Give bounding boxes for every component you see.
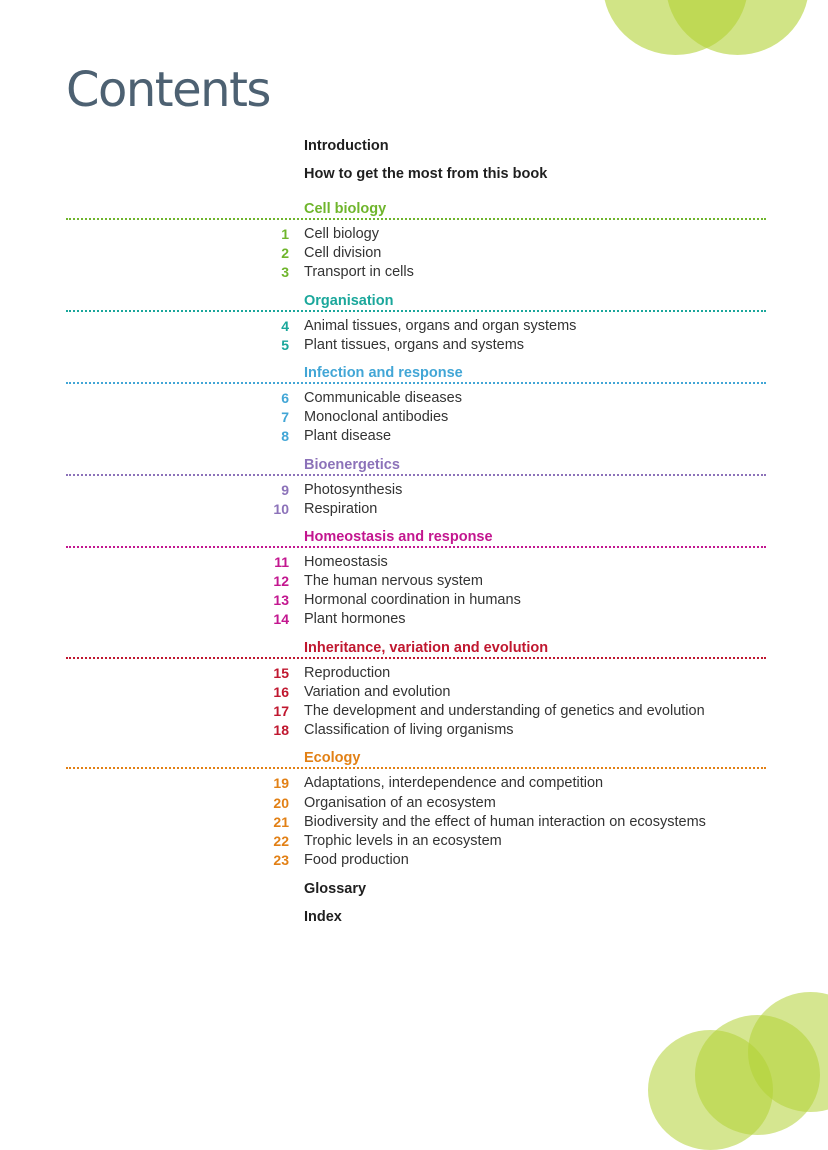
chapter-list — [0, 384, 828, 447]
chapter-title: Homeostasis — [304, 553, 388, 570]
chapter-row[interactable] — [0, 664, 828, 683]
chapter-list — [0, 659, 828, 741]
chapter-row[interactable] — [0, 794, 828, 813]
toc-sections — [0, 194, 828, 870]
chapter-number: 19 — [273, 775, 289, 792]
toc-section — [0, 286, 828, 355]
chapter-number: 3 — [281, 264, 289, 281]
chapter-title: Classification of living organisms — [304, 722, 514, 739]
section-header — [66, 358, 766, 384]
table-of-contents — [0, 136, 828, 934]
chapter-title: The human nervous system — [304, 573, 483, 590]
chapter-row[interactable] — [0, 500, 828, 519]
chapter-title: Plant hormones — [304, 611, 406, 628]
chapter-number: 16 — [273, 683, 289, 700]
chapter-number: 14 — [273, 611, 289, 628]
chapter-title: Transport in cells — [304, 264, 414, 281]
section-dotted-rule — [66, 382, 766, 384]
chapter-title: Photosynthesis — [304, 481, 403, 498]
page-title: Contents — [66, 62, 270, 118]
chapter-title: The development and understanding of genetics and evolution — [304, 703, 705, 719]
toc-section — [0, 522, 828, 630]
section-title[interactable]: Ecology — [304, 750, 361, 767]
chapter-row[interactable] — [0, 591, 828, 610]
section-header — [66, 522, 766, 548]
section-dotted-rule — [66, 546, 766, 548]
chapter-row[interactable] — [0, 832, 828, 851]
chapter-list — [0, 548, 828, 630]
chapter-title: Trophic levels in an ecosystem — [304, 832, 502, 849]
chapter-number: 17 — [273, 703, 289, 719]
section-dotted-rule — [66, 657, 766, 659]
chapter-row[interactable] — [0, 244, 828, 263]
section-header — [66, 633, 766, 659]
chapter-row[interactable] — [0, 774, 828, 793]
chapter-title: Hormonal coordination in humans — [304, 592, 521, 609]
chapter-list — [0, 220, 828, 283]
chapter-number: 18 — [273, 722, 289, 739]
chapter-number: 11 — [274, 553, 289, 570]
chapter-number: 4 — [281, 317, 289, 334]
chapter-row[interactable] — [0, 389, 828, 408]
section-dotted-rule — [66, 310, 766, 312]
chapter-row[interactable] — [0, 553, 828, 572]
section-header — [66, 450, 766, 476]
chapter-number: 21 — [273, 813, 289, 830]
chapter-row[interactable] — [0, 427, 828, 446]
chapter-number: 20 — [273, 794, 289, 811]
toc-section — [0, 194, 828, 283]
chapter-number: 7 — [281, 409, 289, 426]
front-matter-how-to-use[interactable]: How to get the most from this book — [304, 165, 548, 182]
chapter-title: Cell biology — [304, 226, 379, 242]
chapter-list — [0, 312, 828, 355]
chapter-title: Plant tissues, organs and systems — [304, 336, 525, 353]
toc-section — [0, 743, 828, 870]
chapter-row[interactable] — [0, 225, 828, 244]
chapter-row[interactable] — [0, 813, 828, 832]
section-title[interactable]: Cell biology — [304, 201, 387, 217]
section-header — [66, 286, 766, 312]
chapter-number: 2 — [281, 245, 289, 262]
chapter-row[interactable] — [0, 263, 828, 282]
chapter-row[interactable] — [0, 851, 828, 870]
toc-section — [0, 358, 828, 447]
chapter-row[interactable] — [0, 408, 828, 427]
chapter-number: 22 — [273, 832, 289, 849]
chapter-list — [0, 476, 828, 519]
chapter-list — [0, 769, 828, 870]
chapter-number: 1 — [281, 226, 289, 242]
section-title[interactable]: Organisation — [304, 292, 394, 309]
chapter-title: Food production — [304, 852, 409, 869]
toc-section — [0, 450, 828, 519]
chapter-row[interactable] — [0, 683, 828, 702]
section-dotted-rule — [66, 474, 766, 476]
toc-section — [0, 633, 828, 741]
section-title[interactable]: Homeostasis and response — [304, 528, 493, 545]
chapter-number: 5 — [281, 336, 289, 353]
chapter-title: Adaptations, interdependence and competition — [304, 775, 604, 792]
chapter-number: 8 — [281, 428, 289, 445]
chapter-title: Respiration — [304, 500, 378, 517]
section-dotted-rule — [66, 767, 766, 769]
chapter-title: Monoclonal antibodies — [304, 409, 449, 426]
chapter-title: Reproduction — [304, 664, 391, 681]
chapter-row[interactable] — [0, 572, 828, 591]
section-title[interactable]: Inheritance, variation and evolution — [304, 639, 549, 656]
chapter-title: Plant disease — [304, 428, 392, 445]
chapter-number: 9 — [281, 481, 289, 498]
chapter-row[interactable] — [0, 336, 828, 355]
chapter-number: 13 — [273, 592, 289, 609]
section-header — [66, 743, 766, 769]
chapter-number: 15 — [273, 664, 289, 681]
chapter-row[interactable] — [0, 702, 828, 721]
back-matter-glossary[interactable]: Glossary — [304, 881, 367, 898]
section-dotted-rule — [66, 218, 766, 220]
chapter-title: Animal tissues, organs and organ systems — [304, 317, 577, 334]
chapter-number: 23 — [273, 852, 289, 869]
chapter-title: Cell division — [304, 245, 382, 262]
chapter-row[interactable] — [0, 721, 828, 740]
chapter-title: Organisation of an ecosystem — [304, 794, 496, 811]
chapter-number: 6 — [281, 389, 289, 406]
chapter-number: 12 — [273, 573, 289, 590]
section-header — [66, 194, 766, 220]
chapter-title: Variation and evolution — [304, 683, 451, 700]
front-matter-introduction[interactable]: Introduction — [304, 138, 389, 154]
chapter-title: Communicable diseases — [304, 389, 462, 406]
chapter-title: Biodiversity and the effect of human interaction on ecosystems — [304, 813, 706, 830]
chapter-row[interactable] — [0, 317, 828, 336]
chapter-number: 10 — [273, 500, 289, 517]
chapter-row[interactable] — [0, 481, 828, 500]
section-title[interactable]: Bioenergetics — [304, 456, 400, 473]
back-matter-index[interactable]: Index — [304, 908, 342, 925]
chapter-row[interactable] — [0, 610, 828, 629]
section-title[interactable]: Infection and response — [304, 364, 463, 381]
